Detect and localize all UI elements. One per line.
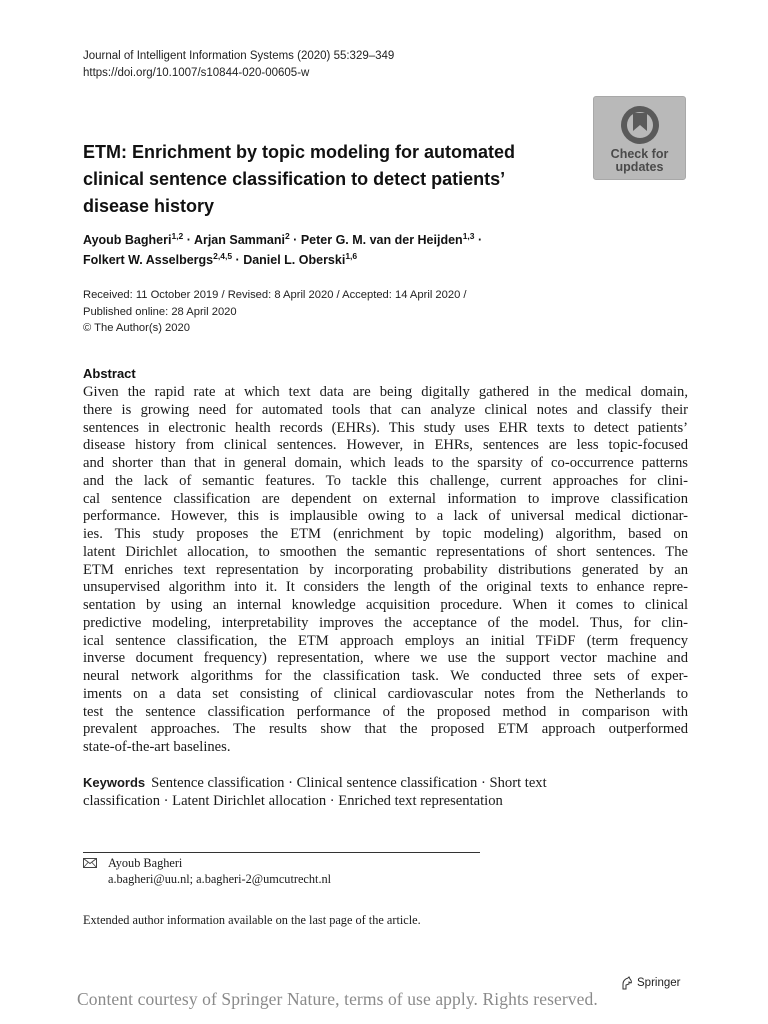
doi-link[interactable]: https://doi.org/10.1007/s10844-020-00605-w [83,67,310,79]
author-affiliation: 2,4,5 [213,251,233,261]
abstract-line: sentences in electronic health records (EHRs). This study uses EHR texts to detect patients’ [83,419,688,436]
paper-title [83,139,563,220]
author-affiliation: 1,2 [171,231,184,241]
title-line: clinical sentence classification to detect patients’ [83,169,506,189]
author-separator: · [235,253,240,267]
envelope-icon [83,858,97,868]
abstract-line: inverse document frequency) representation, where we use the support vector machine and [83,650,688,667]
badge-line-1: Check for [610,147,669,161]
author-separator: · [186,233,191,247]
corresponding-author [83,855,331,887]
abstract-line: performance. However, this is implausible owing to a lack of universal medical dictionar- [83,508,688,525]
abstract-line: predictive modeling, interpretability improves the acceptance of the model. Thus, for clin- [83,614,688,631]
dates-line: Received: 11 October 2019 / Revised: 8 April 2020 / Accepted: 14 April 2020 / [83,289,467,301]
keywords [83,774,688,810]
author-list [83,230,603,270]
author-affiliation: 1,6 [345,251,358,261]
author-separator: · [293,233,298,247]
author-name[interactable]: Ayoub Bagheri [83,233,172,247]
abstract-line: and shorter than that in general domain, which leads to the sparsity of co-occurrence patterns [83,455,688,471]
abstract-line: iments on a data set consisting of clinical cardiovascular notes from the Netherlands to [83,685,688,702]
abstract-heading: Abstract [83,366,136,381]
abstract-line: cal sentence classification are dependent on external information to improve classification [83,490,688,507]
springer-logo [620,976,680,990]
author-affiliation: 1,3 [462,231,475,241]
abstract-line: test the sentence classification performance of the proposed method in comparison with [83,703,688,720]
author-name[interactable]: Peter G. M. van der Heijden [300,233,463,247]
badge-line-2: updates [615,159,664,174]
dates-line: Published online: 28 April 2020 [83,305,237,318]
abstract-line: Given the rapid rate at which text data are being digitally gathered in the medical domain, [83,384,688,400]
corresponding-author-name: Ayoub Bagheri [108,856,183,870]
keywords-label: Keywords [83,775,146,790]
springer-horse-icon [620,976,634,990]
check-for-updates-badge[interactable] [593,96,686,180]
abstract-line: neural network algorithms for the classification task. We conducted three sets of exper- [83,668,688,684]
abstract-line: unsupervised algorithm into it. It considers the length of the original texts to enhance repre- [83,579,688,596]
author-name[interactable]: Folkert W. Asselbergs [83,253,214,267]
publication-dates [83,287,467,337]
abstract-line: and the lack of semantic features. To tackle this challenge, current approaches for clini- [83,472,688,489]
abstract-line: latent Dirichlet allocation, to smoothen the semantic representations of short sentences. The [83,543,688,560]
keywords-line: classification · Latent Dirichlet allocation · Enriched text representation [83,793,503,809]
abstract-line: ETM enriches text representation by incorporating probability distributions generated by an [83,561,688,578]
abstract-line: there is growing need for automated tools that can analyze clinical notes and classify their [83,401,688,418]
author-affiliation: 2 [284,231,290,241]
copyright-line: © The Author(s) 2020 [83,322,190,334]
title-line: ETM: Enrichment by topic modeling for automated [83,142,516,162]
abstract-line: ies. This study proposes the ETM (enrichment by topic modeling) algorithm, based on [83,526,688,542]
publisher-name: Springer [637,977,681,989]
abstract-line: prevalent approaches. The results show that the proposed ETM approach outperformed [83,721,688,738]
extended-author-info: Extended author information available on the last page of the article. [83,913,421,927]
footnote-rule [83,852,480,853]
abstract-line: sentation by using an internal knowledge acquisition procedure. When it comes to clinical [83,597,688,613]
abstract-line: state-of-the-art baselines. [83,739,231,755]
check-for-updates-bookmark-icon [618,103,662,147]
author-separator: · [478,233,483,247]
abstract-line: ical sentence classification, the ETM approach employs an initial TFiDF (term frequency [83,632,688,649]
keywords-line: Sentence classification · Clinical sentence classification · Short text [151,775,547,791]
corresponding-author-email[interactable]: a.bagheri@uu.nl; a.bagheri-2@umcutrecht.nl [108,872,332,886]
watermark: Content courtesy of Springer Nature, terms of use apply. Rights reserved. [77,989,598,1009]
abstract-body [83,384,688,757]
author-name[interactable]: Daniel L. Oberski [243,253,346,267]
abstract-line: disease history from clinical sentences. However, in EHRs, sentences are less topic-focused [83,437,688,454]
author-name[interactable]: Arjan Sammani [193,233,285,247]
title-line: disease history [83,196,215,216]
journal-citation: Journal of Intelligent Information Systems (2020) 55:329–349 [83,50,395,62]
